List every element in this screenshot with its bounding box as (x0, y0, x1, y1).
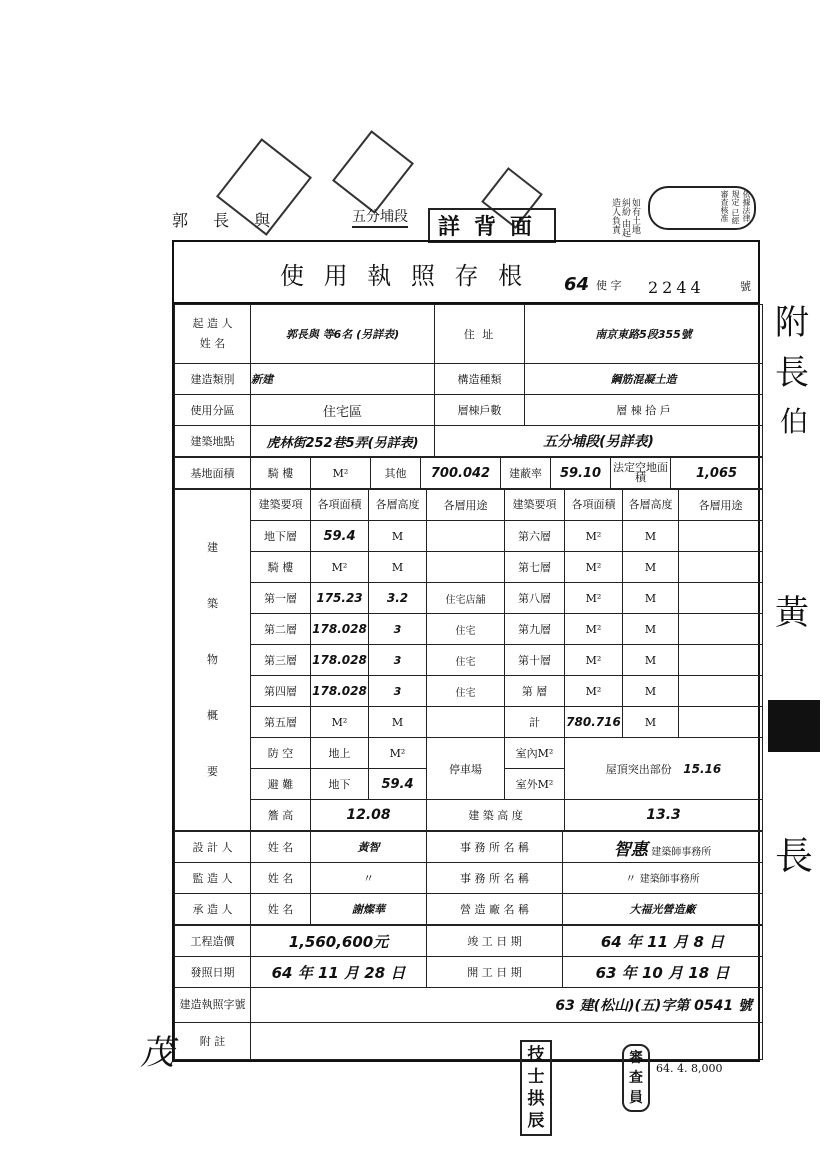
floor-use: 住宅 (427, 676, 505, 707)
table-row (175, 614, 763, 645)
builder-value: 郭長與 等6名 (另詳表) (251, 305, 435, 364)
right-margin-char-2: 長 (775, 353, 809, 393)
people-table (174, 831, 763, 925)
total-area: 780.716 (565, 707, 623, 738)
floors-label: 層棟戶數 (435, 395, 525, 426)
right-margin-blot (768, 700, 820, 752)
supervisor-firm-label: 事 務 所 名 稱 (427, 863, 563, 894)
supervisor-firm-name: 〃 (625, 872, 637, 885)
ground-label: 地上 (311, 738, 369, 769)
col-header-height-right: 各層高度 (623, 490, 679, 521)
building-height-label: 建 築 高 度 (427, 800, 565, 831)
col-header-item-left: 建築要項 (251, 490, 311, 521)
building-type-label: 建造類別 (175, 364, 251, 395)
floor-use: 住宅 (427, 645, 505, 676)
floor-label: 騎 樓 (251, 552, 311, 583)
floor-height: 3 (369, 645, 427, 676)
left-seal: 郭 長 與 (172, 211, 281, 230)
floor-label: 地下層 (251, 521, 311, 552)
title-row (174, 242, 758, 304)
finish-label: 竣 工 日 期 (427, 926, 563, 957)
designer-name-label: 姓 名 (251, 832, 311, 863)
building-overview-label: 建 築 物 概 要 (175, 490, 251, 831)
permit-value: 63 建(松山)(五)字第 0541 號 (251, 988, 763, 1023)
license-suffix: 號 (740, 280, 751, 293)
floor-area: M² (311, 707, 369, 738)
supervisor-name-label: 姓 名 (251, 863, 311, 894)
designer-firm-name: 智惠 (613, 839, 648, 860)
license-number: 2244 (648, 278, 705, 297)
col-header-use-right: 各層用途 (679, 490, 763, 521)
zone-value: 住宅區 (251, 395, 435, 426)
contractor-firm: 大福光營造廠 (563, 894, 763, 925)
floor-height: M (369, 521, 427, 552)
designer-label: 設 計 人 (175, 832, 251, 863)
floor-area-right: M² (565, 614, 623, 645)
eave-value: 12.08 (311, 800, 427, 831)
floor-height-right: M (623, 552, 679, 583)
legal-space-label: 法定空地面積 (611, 458, 671, 489)
top-info-table (174, 304, 763, 457)
zone-label: 使用分區 (175, 395, 251, 426)
technician-stamp: 技士拱辰 (520, 1040, 552, 1136)
floor-label: 第五層 (251, 707, 311, 738)
roof-label: 屋頂突出部份 (605, 762, 672, 776)
table-row (175, 707, 763, 738)
corner-note: 依據法律規定 已經審查核准 (648, 186, 756, 230)
floor-label: 第二層 (251, 614, 311, 645)
other-value: 700.042 (421, 458, 501, 489)
right-margin-char-1: 附 (775, 303, 809, 343)
floor-label-right: 第九層 (505, 614, 565, 645)
floor-height-right: M (623, 676, 679, 707)
col-header-item-right: 建築要項 (505, 490, 565, 521)
floor-height-right: M (623, 521, 679, 552)
floor-label: 第四層 (251, 676, 311, 707)
building-height-value: 13.3 (565, 800, 763, 831)
floor-label-right: 第十層 (505, 645, 565, 676)
site-label: 建築地點 (175, 426, 251, 457)
address-value: 南京東路5段355號 (525, 305, 763, 364)
base-area-label: 基地面積 (175, 458, 251, 489)
arcade-unit: M² (311, 458, 371, 489)
right-margin-char-4: 黃 (775, 593, 809, 633)
total-label: 計 (505, 707, 565, 738)
floor-height: 3.2 (369, 583, 427, 614)
floor-area: 59.4 (311, 521, 369, 552)
license-year: 64 (564, 274, 590, 295)
base-area-table (174, 457, 763, 489)
floor-area: 178.028 (311, 676, 369, 707)
supervisor-firm (563, 863, 763, 894)
remarks-value (251, 1023, 763, 1060)
table-row (175, 583, 763, 614)
floor-area-right: M² (565, 521, 623, 552)
right-margin-char-3: 伯 (780, 405, 809, 438)
floor-label-right: 第 層 (505, 676, 565, 707)
outdoor-label: 室外M² (505, 769, 565, 800)
underground-value: 59.4 (369, 769, 427, 800)
cost-value: 1,560,600元 (251, 926, 427, 957)
arcade-label: 騎 樓 (251, 458, 311, 489)
designer-firm (563, 832, 763, 863)
license-word: 使 字 (596, 279, 622, 292)
other-label: 其他 (371, 458, 421, 489)
col-header-height-left: 各層高度 (369, 490, 427, 521)
floor-area: 178.028 (311, 614, 369, 645)
form-title: 使 用 執 照 存 根 (280, 262, 529, 290)
floor-area-right: M² (565, 583, 623, 614)
supervisor-label: 監 造 人 (175, 863, 251, 894)
floors-value: 層 棟 拾 戶 (525, 395, 763, 426)
shelter-label: 避 難 (251, 769, 311, 800)
designer-name: 黃智 (311, 832, 427, 863)
parking-label: 停車場 (427, 738, 505, 800)
start-label: 開 工 日 期 (427, 957, 563, 988)
footer-code: 64. 4. 8,000 (656, 1062, 723, 1075)
designer-firm-label: 事 務 所 名 稱 (427, 832, 563, 863)
reviewer-stamp: 審查員 (622, 1044, 650, 1112)
issue-value: 64 年 11 月 28 日 (251, 957, 427, 988)
floor-height-right: M (623, 614, 679, 645)
structure-value: 鋼筋混凝土造 (525, 364, 763, 395)
ground-unit: M² (369, 738, 427, 769)
designer-firm-suffix: 建築師事務所 (651, 846, 712, 858)
floor-label: 第一層 (251, 583, 311, 614)
indoor-label: 室內M² (505, 738, 565, 769)
col-header-area-left: 各項面積 (311, 490, 369, 521)
floor-use: 住宅店舖 (427, 583, 505, 614)
air-defense-label: 防 空 (251, 738, 311, 769)
finish-value: 64 年 11 月 8 日 (563, 926, 763, 957)
cost-label: 工程造價 (175, 926, 251, 957)
coverage-label: 建蔽率 (501, 458, 551, 489)
start-value: 63 年 10 月 18 日 (563, 957, 763, 988)
contractor-label: 承 造 人 (175, 894, 251, 925)
floor-label-right: 第八層 (505, 583, 565, 614)
col-header-use-left: 各層用途 (427, 490, 505, 521)
detail-stamp: 詳背面 (428, 208, 556, 243)
coverage-value: 59.10 (551, 458, 611, 489)
floor-use (427, 521, 505, 552)
eave-label: 簷 高 (251, 800, 311, 831)
table-row (175, 552, 763, 583)
table-row (175, 676, 763, 707)
contractor-firm-label: 營 造 廠 名 稱 (427, 894, 563, 925)
floors-table (174, 489, 763, 831)
floor-height-right: M (623, 583, 679, 614)
floor-area-right: M² (565, 645, 623, 676)
floor-height-right: M (623, 645, 679, 676)
floor-height: 3 (369, 676, 427, 707)
floor-area-right: M² (565, 676, 623, 707)
right-margin-char-5: 長 (775, 834, 814, 878)
builder-label: 起 造 人 姓 名 (175, 305, 251, 364)
address-label: 住 址 (435, 305, 525, 364)
total-height: M (623, 707, 679, 738)
issue-label: 發照日期 (175, 957, 251, 988)
structure-label: 構造種類 (435, 364, 525, 395)
license-stub-form (172, 240, 760, 1062)
supervisor-name: 〃 (311, 863, 427, 894)
site-value: 虎林街252巷5弄(另詳表) (251, 426, 435, 457)
floor-area-right: M² (565, 552, 623, 583)
permit-label: 建造執照字號 (175, 988, 251, 1023)
table-row (175, 521, 763, 552)
roof-cell (565, 738, 763, 800)
floor-use: 住宅 (427, 614, 505, 645)
contractor-name: 謝燦華 (311, 894, 427, 925)
floor-label-right: 第六層 (505, 521, 565, 552)
contractor-name-label: 姓 名 (251, 894, 311, 925)
table-row (175, 645, 763, 676)
floor-label: 第三層 (251, 645, 311, 676)
dates-table (174, 925, 763, 1060)
col-header-area-right: 各項面積 (565, 490, 623, 521)
floor-area: 175.23 (311, 583, 369, 614)
floor-area: M² (311, 552, 369, 583)
roof-value: 15.16 (683, 761, 722, 776)
floor-height: M (369, 707, 427, 738)
floor-area: 178.028 (311, 645, 369, 676)
right-notes: 如有土地糾紛 由起造人負責 (610, 198, 640, 237)
site-section: 五分埔段(另詳表) (435, 426, 763, 457)
building-type-value: 新建 (251, 364, 435, 395)
left-margin-mark: 茂 (140, 1033, 174, 1073)
floor-height: 3 (369, 614, 427, 645)
supervisor-firm-suffix: 建築師事務所 (639, 874, 700, 885)
underground-label: 地下 (311, 769, 369, 800)
floor-label-right: 第七層 (505, 552, 565, 583)
floor-height: M (369, 552, 427, 583)
legal-space-value: 1,065 (671, 458, 763, 489)
section-stamp: 五分埔段 (352, 206, 408, 228)
diagonal-stamp-2 (332, 130, 414, 214)
remarks-label: 附 註 (175, 1023, 251, 1060)
